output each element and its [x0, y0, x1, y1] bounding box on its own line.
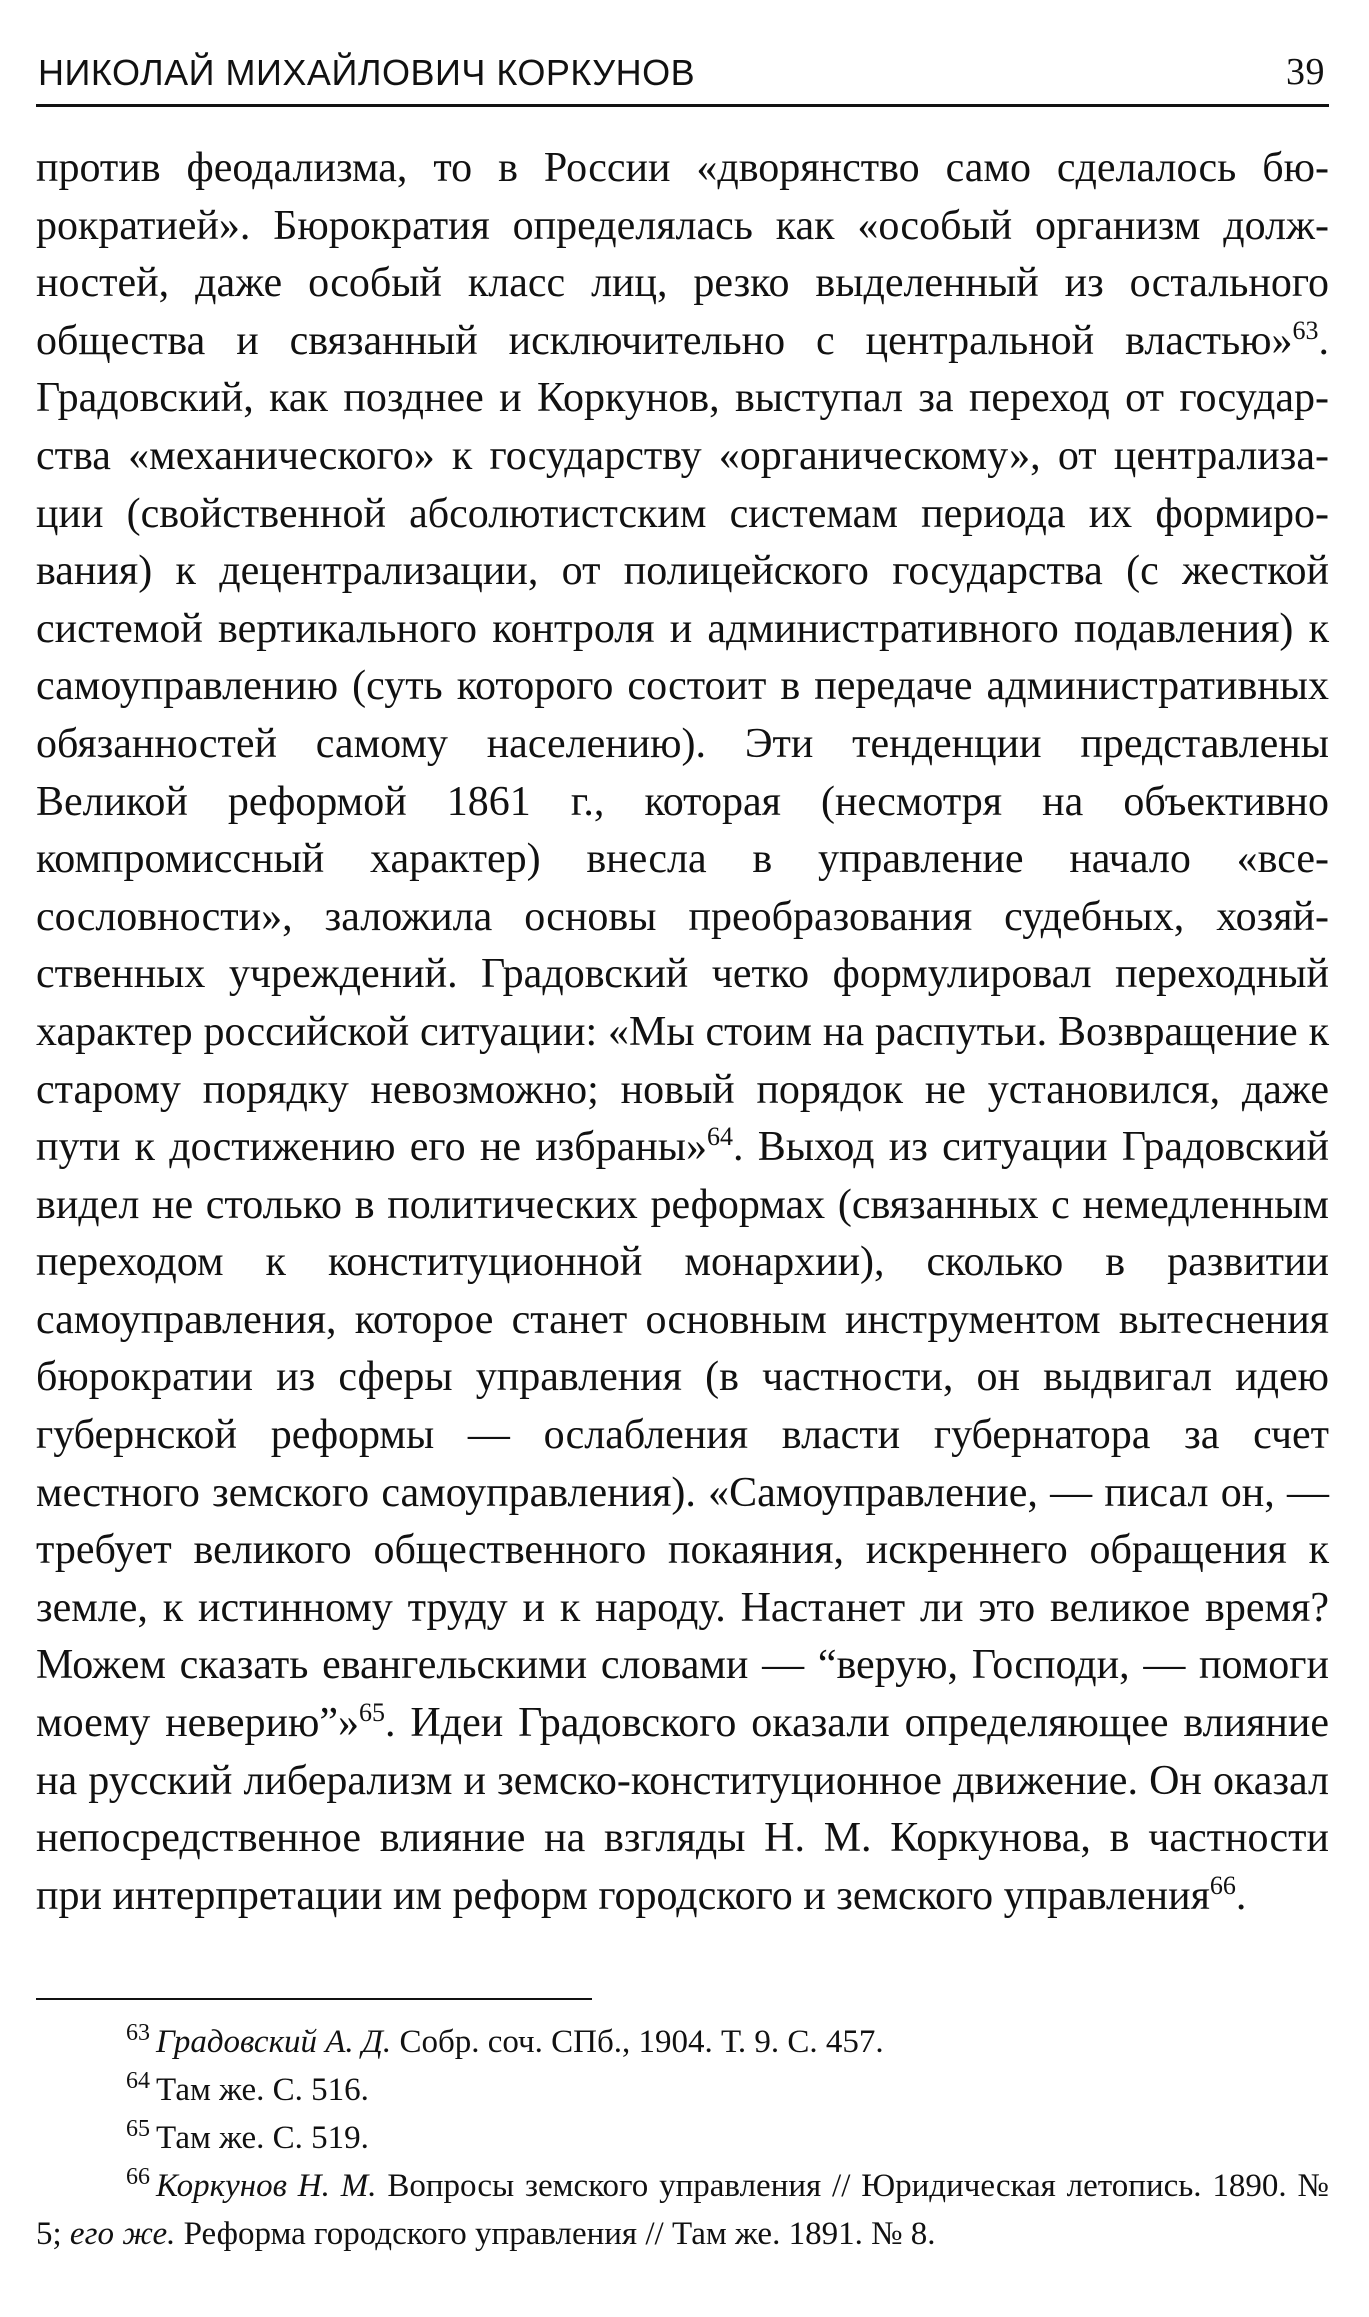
footnote — [36, 2114, 1329, 2162]
footnote — [36, 2066, 1329, 2114]
footnotes — [36, 2018, 1329, 2258]
page-number: 39 — [1286, 51, 1325, 93]
text-run: против феодализма, то в России «дворянство само сделалось бюрократией». Бюрократия определялась как «особый организм должностей, даже особый класс лиц, резко выделенный из остального общества и связанный исключительно с центральной властью» — [36, 145, 1329, 364]
footnote-author: Коркунов Н. М. — [156, 2168, 377, 2204]
footnote-text: Там же. С. 516. — [156, 2072, 369, 2108]
paragraph — [36, 140, 1329, 1925]
footnote-rule — [36, 1998, 592, 2000]
footnote-number: 64 — [126, 2068, 150, 2094]
footnote — [36, 2018, 1329, 2066]
running-head — [38, 34, 1325, 94]
header-rule — [36, 104, 1329, 107]
footnote-ref: 64 — [706, 1122, 733, 1152]
main-text — [36, 140, 1329, 1925]
running-title: НИКОЛАЙ МИХАЙЛОВИЧ КОРКУНОВ — [38, 52, 696, 93]
footnote-author: Градовский А. Д. — [156, 2024, 392, 2060]
footnote-text: Вопросы земского управления // Юридическая летопись. 1890. № 5; — [36, 2168, 1329, 2252]
text-run: . — [1235, 1872, 1247, 1919]
text-run: . Идеи Градовского оказали определяющее влияние на русский либерализм и земско-конституционное движение. Он оказал непосредственное влияние на взгляды Н. М. Коркунова, в частности при интерпретации им реформ городского и земского управления — [36, 1700, 1329, 1919]
footnote-ref: 66 — [1209, 1870, 1236, 1900]
footnote-number: 63 — [126, 2020, 150, 2046]
footnote-text: Собр. соч. СПб., 1904. Т. 9. С. 457. — [391, 2024, 884, 2060]
text-run: . Градовский, как позднее и Коркунов, выступал за переход от государства «механического» к государству «органическому», от централизации (свойственной абсолютистским системам периода их формирования) к децентрализации, от полицейского государства (с жесткой системой вертикального контроля и административного подавления) к самоуправлению (суть которого состоит в передаче административных обязанностей самому населению). Эти тенденции представлены Великой реформой 1861 г., которая (несмотря на объективно компромиссный характер) внесла в управление начало «всесословности», заложила основы преобразования судебных, хозяйственных учреждений. Градовский четко формулировал переходный характер российской ситуации: «Мы стоим на распутьи. Возвращение к старому порядку невозможно; новый порядок не установился, даже пути к достижению его не избраны» — [36, 317, 1329, 1171]
footnote-ref: 65 — [359, 1698, 386, 1728]
footnote-number: 66 — [126, 2164, 150, 2190]
footnote-text: Там же. С. 519. — [156, 2120, 369, 2156]
footnote-number: 65 — [126, 2116, 150, 2142]
text-run: . Выход из ситуации Градовский видел не столько в политических реформах (связанных с немедленным переходом к конституционной монархии), сколько в развитии самоуправления, которое станет основным инструментом вытеснения бюрократии из сферы управления (в частности, он выдвигал идею губернской реформы — ослабления власти губернатора за счет местного земского самоуправления). «Самоуправление, — писал он, — требует великого общественного покаяния, искреннего обращения к земле, к истинному труду и к народу. Настанет ли это великое время? Можем сказать евангельскими словами — “верую, Господи, — помоги моему неверию”» — [36, 1124, 1329, 1747]
footnote-ref: 63 — [1292, 315, 1319, 345]
footnote-text: Реформа городского управления // Там же. 1891. № 8. — [175, 2216, 936, 2252]
footnote-author: его же. — [69, 2216, 176, 2252]
footnote — [36, 2162, 1329, 2258]
